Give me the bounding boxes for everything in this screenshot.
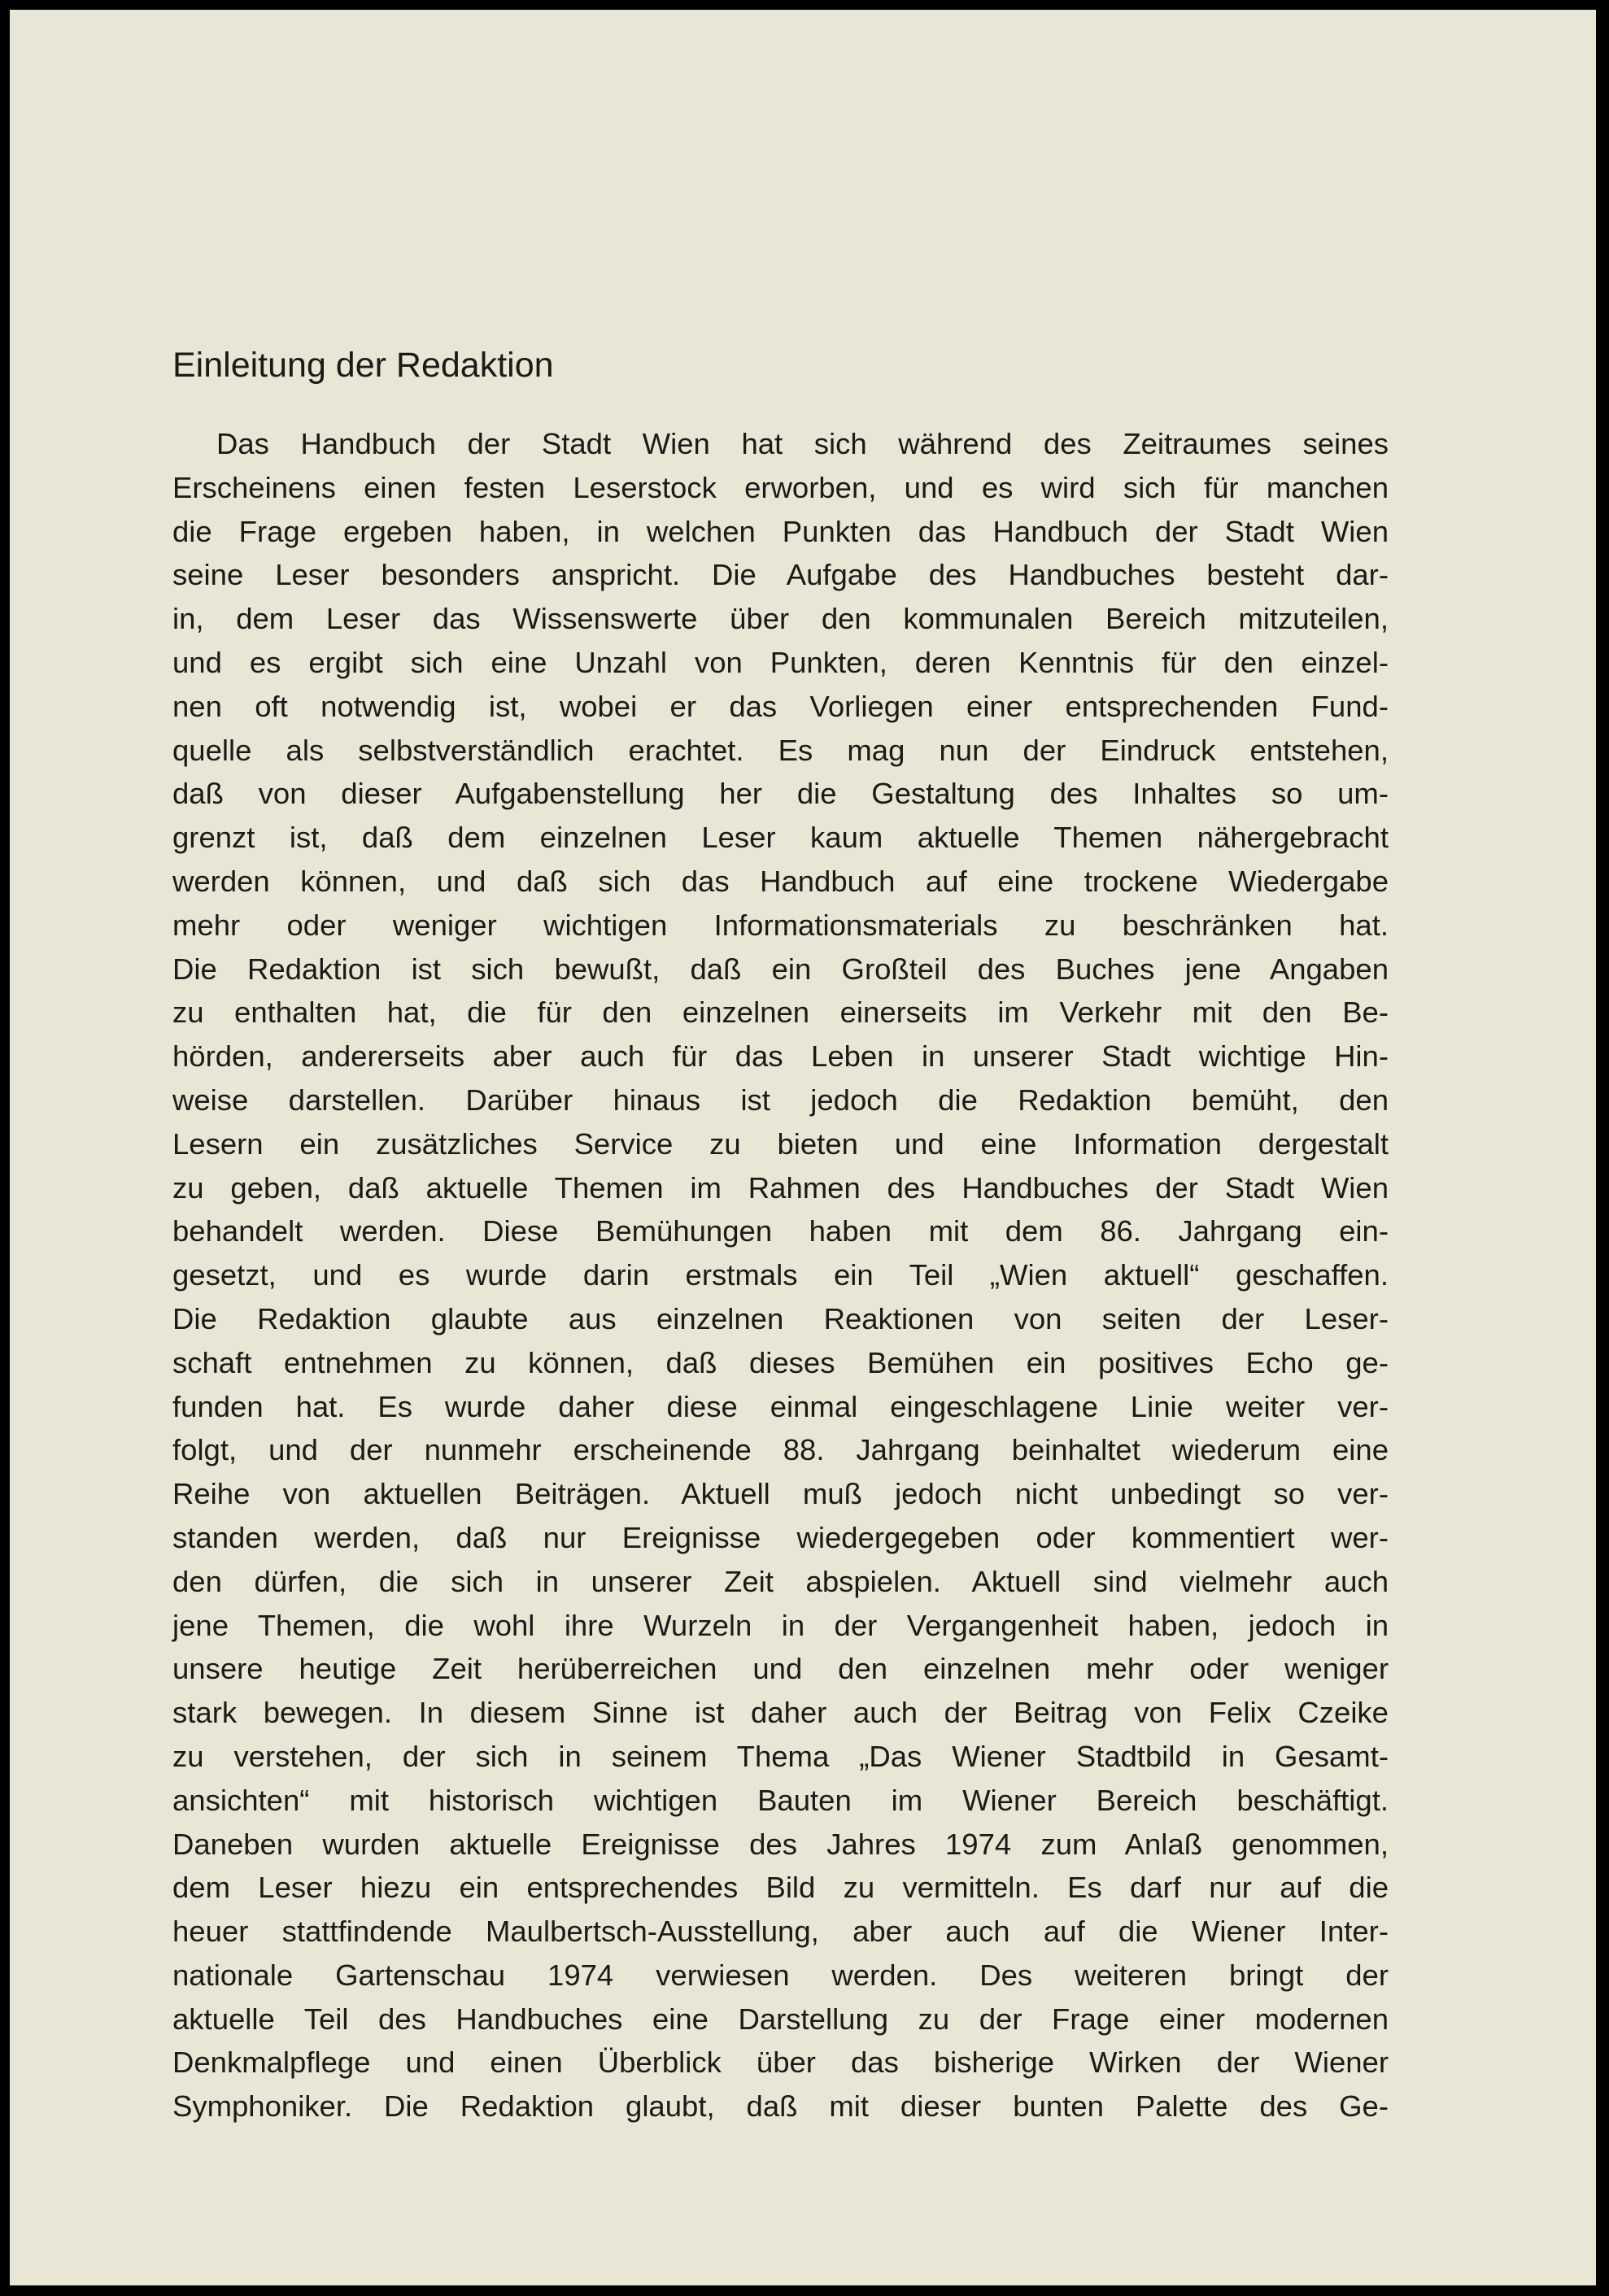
text-line: Die Redaktion glaubte aus einzelnen Reaktionen von seiten der Leser- bbox=[172, 1301, 1389, 1335]
text-line: nationale Gartenschau 1974 verwiesen werden. Des weiteren bringt der bbox=[172, 1958, 1389, 1992]
text-line: dem Leser hiezu ein entsprechendes Bild zu vermitteln. Es darf nur auf die bbox=[172, 1871, 1389, 1905]
text-line: zu enthalten hat, die für den einzelnen einerseits im Verkehr mit den Be- bbox=[172, 996, 1389, 1030]
text-line: unsere heutige Zeit herüberreichen und den einzelnen mehr oder weniger bbox=[172, 1652, 1389, 1686]
text-line: in, dem Leser das Wissenswerte über den kommunalen Bereich mitzuteilen, bbox=[172, 602, 1389, 636]
text-line: werden können, und daß sich das Handbuch auf eine trockene Wiedergabe bbox=[172, 864, 1389, 898]
text-line: quelle als selbstverständlich erachtet. Es mag nun der Eindruck entstehen, bbox=[172, 733, 1389, 767]
text-line: den dürfen, die sich in unserer Zeit abspielen. Aktuell sind vielmehr auch bbox=[172, 1564, 1389, 1598]
document-page bbox=[10, 10, 1596, 2285]
text-line: die Frage ergeben haben, in welchen Punkten das Handbuch der Stadt Wien bbox=[172, 514, 1389, 548]
text-line: gesetzt, und es wurde darin erstmals ein Teil „Wien aktuell“ geschaffen. bbox=[172, 1258, 1389, 1292]
page-title: Einleitung der Redaktion bbox=[172, 346, 554, 385]
text-line: behandelt werden. Diese Bemühungen haben mit dem 86. Jahrgang ein- bbox=[172, 1214, 1389, 1248]
text-line: hörden, andererseits aber auch für das Leben in unserer Stadt wichtige Hin- bbox=[172, 1039, 1389, 1074]
text-line: Denkmalpflege und einen Überblick über das bisherige Wirken der Wiener bbox=[172, 2045, 1389, 2080]
text-line: zu verstehen, der sich in seinem Thema „Das Wiener Stadtbild in Gesamt- bbox=[172, 1739, 1389, 1773]
text-line: zu geben, daß aktuelle Themen im Rahmen des Handbuches der Stadt Wien bbox=[172, 1170, 1389, 1205]
text-line: seine Leser besonders anspricht. Die Aufgabe des Handbuches besteht dar- bbox=[172, 558, 1389, 592]
text-line: mehr oder weniger wichtigen Informationsmaterials zu beschränken hat. bbox=[172, 908, 1389, 942]
text-line: Das Handbuch der Stadt Wien hat sich während des Zeitraumes seines bbox=[216, 427, 1389, 460]
text-line: Die Redaktion ist sich bewußt, daß ein Großteil des Buches jene Angaben bbox=[172, 952, 1389, 986]
text-line: Symphoniker. Die Redaktion glaubt, daß mit dieser bunten Palette des Ge- bbox=[172, 2089, 1389, 2124]
text-line: funden hat. Es wurde daher diese einmal eingeschlagene Linie weiter ver- bbox=[172, 1389, 1389, 1423]
text-line: jene Themen, die wohl ihre Wurzeln in der Vergangenheit haben, jedoch in bbox=[172, 1608, 1389, 1642]
text-line: Daneben wurden aktuelle Ereignisse des Jahres 1974 zum Anlaß genommen, bbox=[172, 1827, 1389, 1861]
text-line: schaft entnehmen zu können, daß dieses Bemühen ein positives Echo ge- bbox=[172, 1345, 1389, 1379]
text-line: weise darstellen. Darüber hinaus ist jedoch die Redaktion bemüht, den bbox=[172, 1083, 1389, 1117]
body-paragraph bbox=[172, 422, 1389, 2128]
text-line: und es ergibt sich eine Unzahl von Punkten, deren Kenntnis für den einzel- bbox=[172, 645, 1389, 679]
text-line: Erscheinens einen festen Leserstock erworben, und es wird sich für manchen bbox=[172, 470, 1389, 504]
text-line: aktuelle Teil des Handbuches eine Darstellung zu der Frage einer modernen bbox=[172, 2002, 1389, 2036]
text-line: grenzt ist, daß dem einzelnen Leser kaum aktuelle Themen nähergebracht bbox=[172, 821, 1389, 855]
text-line: heuer stattfindende Maulbertsch-Ausstellung, aber auch auf die Wiener Inter- bbox=[172, 1915, 1389, 1949]
text-line: Reihe von aktuellen Beiträgen. Aktuell muß jedoch nicht unbedingt so ver- bbox=[172, 1477, 1389, 1511]
text-line: stark bewegen. In diesem Sinne ist daher auch der Beitrag von Felix Czeike bbox=[172, 1696, 1389, 1730]
text-line: ansichten“ mit historisch wichtigen Bauten im Wiener Bereich beschäftigt. bbox=[172, 1783, 1389, 1817]
text-line: nen oft notwendig ist, wobei er das Vorliegen einer entsprechenden Fund- bbox=[172, 689, 1389, 723]
text-line: daß von dieser Aufgabenstellung her die Gestaltung des Inhaltes so um- bbox=[172, 777, 1389, 811]
text-line: standen werden, daß nur Ereignisse wiedergegeben oder kommentiert wer- bbox=[172, 1520, 1389, 1554]
text-line: folgt, und der nunmehr erscheinende 88. Jahrgang beinhaltet wiederum eine bbox=[172, 1433, 1389, 1467]
text-line: Lesern ein zusätzliches Service zu bieten und eine Information dergestalt bbox=[172, 1126, 1389, 1161]
